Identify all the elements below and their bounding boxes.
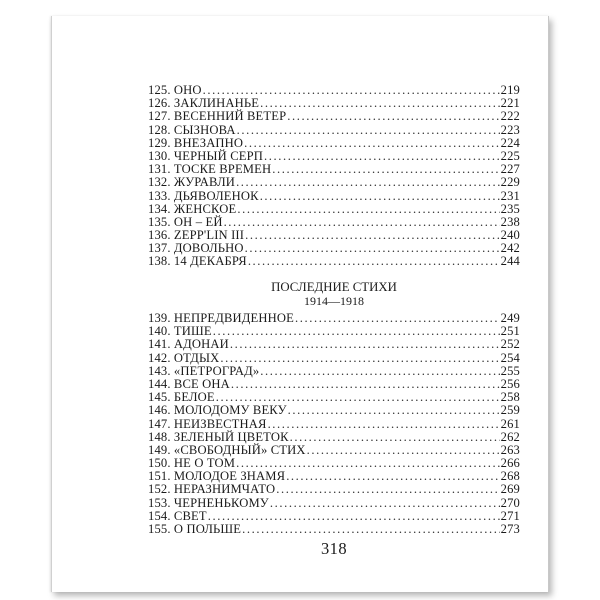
dot-leader [288,404,500,417]
dot-leader [295,312,500,325]
dot-leader [272,163,499,176]
dot-leader [245,242,500,255]
toc-title: 135. ОН – ЕЙ [148,214,223,229]
toc-title: 155. О ПОЛЬШЕ [148,522,242,536]
toc-title: 132. ЖУРАВЛИ [148,175,236,190]
toc-page: 259 [500,403,520,418]
toc-entry [148,203,520,216]
toc-entry [148,190,520,203]
section-years: 1914—1918 [304,294,364,308]
toc-page: 242 [500,241,520,256]
toc-page: 219 [500,83,520,97]
book-page [51,16,549,592]
toc-title: 143. «ПЕТРОГРАД» [148,363,260,378]
toc-title: 147. НЕИЗВЕСТНАЯ [148,416,267,431]
dot-leader [286,470,499,483]
toc-title: 133. ДЬЯВОЛЕНОК [148,188,259,203]
toc-entry [148,176,520,189]
toc-title: 131. ТОСКЕ ВРЕМЕН [148,162,272,177]
dot-leader [260,97,500,110]
toc-title: 150. НЕ О ТОМ [148,456,236,471]
toc-page: 271 [500,508,520,523]
dot-leader [242,523,500,536]
toc-entry [148,483,520,496]
toc-entry [148,404,520,417]
toc-title: 130. ЧЕРНЫЙ СЕРП [148,148,263,163]
toc-page: 223 [500,122,520,137]
toc-entry [148,365,520,378]
toc-title: 127. ВЕСЕННИЙ ВЕТЕР [148,109,287,124]
toc-page: 256 [500,376,520,391]
toc-page: 255 [500,363,520,378]
toc-title: 153. ЧЕРНЕНЬКОМУ [148,495,269,510]
dot-leader [230,338,500,351]
toc-title: 145. БЕЛОЕ [148,390,215,405]
toc-entry [148,255,520,268]
toc-entry [148,338,520,351]
toc-page: 270 [500,495,520,510]
section-title: ПОСЛЕДНИЕ СТИХИ [271,280,397,294]
toc-entry [148,352,520,365]
toc-title: 129. ВНЕЗАПНО [148,135,244,150]
toc-title: 126. ЗАКЛИНАНЬЕ [148,96,260,111]
toc-page: 268 [500,469,520,484]
toc-page: 222 [500,109,520,124]
toc-entry [148,523,520,536]
dot-leader [237,203,499,216]
toc-page: 227 [500,162,520,177]
toc-entry [148,137,520,150]
toc-page: 238 [500,214,520,229]
toc-page: 252 [500,337,520,352]
toc-page: 244 [500,254,520,269]
toc-page: 266 [500,456,520,471]
toc-page: 254 [500,350,520,365]
toc-title: 128. СЫЗНОВА [148,122,236,137]
toc-title: 141. АДОНАИ [148,337,229,352]
section-heading [148,280,520,308]
dot-leader [270,497,500,510]
page-number: 318 [321,539,347,558]
toc-page: 240 [500,228,520,243]
toc-title: 148. ЗЕЛЕНЫЙ ЦВЕТОК [148,429,289,444]
toc-page: 221 [500,96,520,111]
dot-leader [287,110,499,123]
toc-page: 225 [500,148,520,163]
toc-list [148,84,520,269]
toc-page: 262 [500,429,520,444]
toc-title: 134. ЖЕНСКОЕ [148,201,237,216]
toc-page: 249 [500,311,520,325]
toc-title: 151. МОЛОДОЕ ЗНАМЯ [148,469,286,484]
toc-page: 229 [500,175,520,190]
dot-leader [224,216,500,229]
toc-title: 125. ОНО [148,83,202,97]
dot-leader [248,255,500,268]
dot-leader [237,124,500,137]
dot-leader [220,352,499,365]
toc-page: 235 [500,201,520,216]
toc-list [148,312,520,536]
toc-title: 154. СВЕТ [148,508,207,523]
toc-page: 273 [500,522,520,536]
toc-title: 149. «СВОБОДНЫЙ» СТИХ [148,442,306,457]
dot-leader [245,229,500,242]
toc-page: 263 [500,442,520,457]
toc-entry [148,431,520,444]
dot-leader [264,150,500,163]
toc-title: 142. ОТДЫХ [148,350,220,365]
toc-entry [148,110,520,123]
toc-title: 138. 14 ДЕКАБРЯ [148,254,247,269]
dot-leader [208,510,500,523]
dot-leader [213,325,500,338]
toc-title: 139. НЕПРЕДВИДЕННОЕ [148,311,294,325]
toc-page: 261 [500,416,520,431]
dot-leader [307,444,500,457]
dot-leader [276,483,499,496]
toc-page: 251 [500,324,520,339]
toc-entry [148,418,520,431]
toc-title: 144. ВСЕ ОНА [148,376,230,391]
dot-leader [260,190,500,203]
dot-leader [260,365,499,378]
toc-page: 269 [500,482,520,497]
toc-title: 152. НЕРАЗНИМЧАТО [148,482,276,497]
toc-title: 140. ТИШЕ [148,324,212,339]
dot-leader [231,378,500,391]
dot-leader [244,137,499,150]
toc-title: 137. ДОВОЛЬНО [148,241,244,256]
toc-entry [148,124,520,137]
dot-leader [290,431,500,444]
toc-page: 258 [500,390,520,405]
toc-page: 224 [500,135,520,150]
dot-leader [268,418,500,431]
dot-leader [236,176,500,189]
toc-title: 136. ZEPP'LIN III [148,228,245,243]
toc-title: 146. МОЛОДОМУ ВЕКУ [148,403,287,418]
toc-page: 231 [500,188,520,203]
toc-entry [148,497,520,510]
